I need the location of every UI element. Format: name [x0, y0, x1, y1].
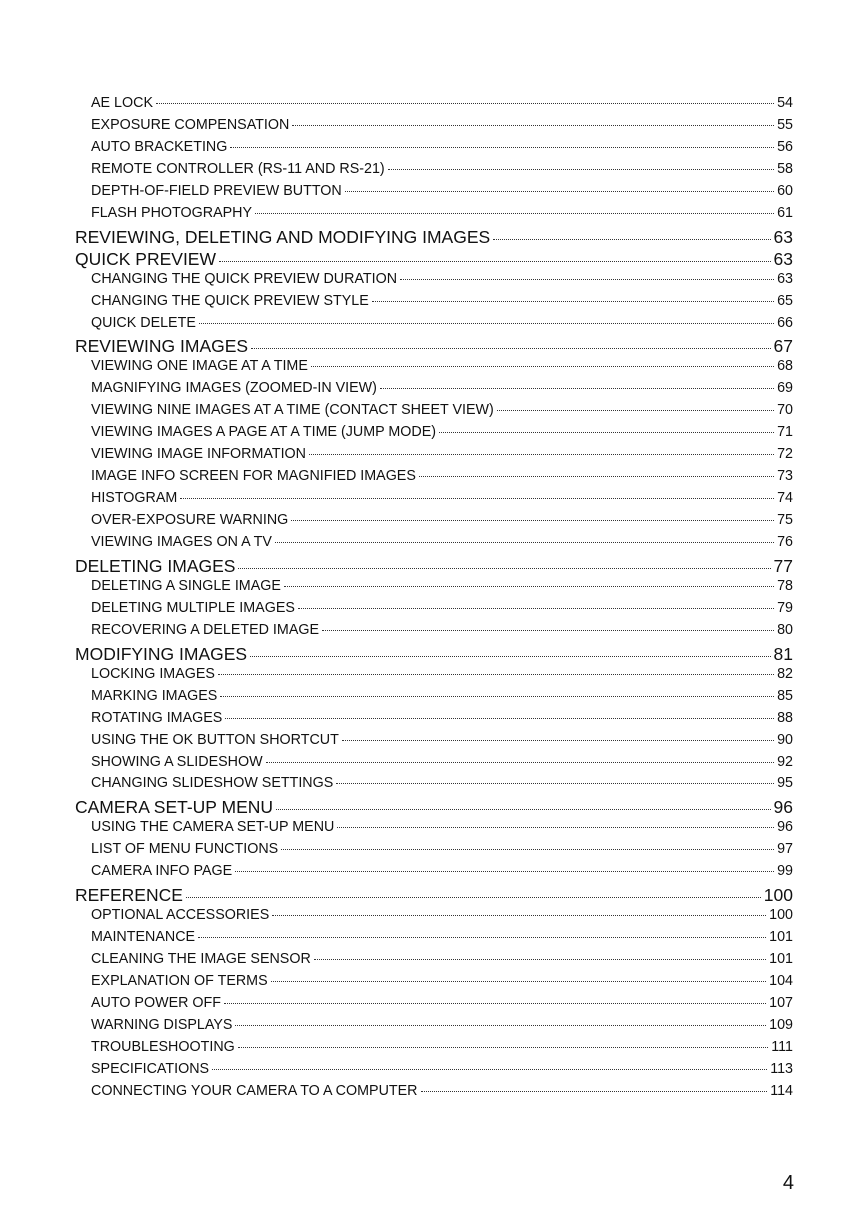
toc-entry	[91, 1017, 793, 1033]
dot-leader	[198, 937, 766, 938]
dot-leader	[238, 568, 770, 569]
toc-entry	[91, 710, 793, 726]
toc-title: CONNECTING YOUR CAMERA TO A COMPUTER	[91, 1082, 418, 1099]
toc-page-number: 79	[777, 599, 793, 616]
toc-page-number: 69	[777, 380, 793, 397]
toc-page-number: 63	[777, 270, 793, 287]
toc-page-number: 75	[777, 512, 793, 529]
toc-page-number: 66	[777, 314, 793, 331]
toc-entry	[91, 929, 793, 945]
toc-entry	[91, 534, 793, 550]
toc-page-number: 73	[777, 468, 793, 485]
toc-page-number: 100	[769, 907, 793, 924]
toc-title: RECOVERING A DELETED IMAGE	[91, 621, 320, 638]
toc-entry	[91, 754, 793, 770]
toc-page-number: 63	[773, 248, 793, 269]
page-number: 4	[782, 1172, 794, 1194]
toc-page-number: 101	[769, 951, 793, 968]
dot-leader	[251, 348, 770, 349]
toc-page-number: 60	[777, 182, 793, 199]
dot-leader	[225, 718, 774, 719]
dot-leader	[275, 542, 774, 543]
toc-page-number: 81	[773, 643, 793, 664]
dot-leader	[311, 366, 774, 367]
toc-page-number: 58	[777, 160, 793, 177]
toc-title: VIEWING NINE IMAGES AT A TIME (CONTACT SHEET VIEW)	[91, 402, 494, 419]
toc-title: QUICK PREVIEW	[75, 248, 216, 269]
toc-page-number: 74	[777, 490, 793, 507]
toc-section	[75, 644, 793, 665]
toc-entry	[91, 973, 793, 989]
toc-entry	[91, 732, 793, 748]
toc-page-number: 55	[777, 116, 793, 133]
toc-title: DELETING A SINGLE IMAGE	[91, 577, 281, 594]
dot-leader	[218, 674, 774, 675]
toc-page-number: 85	[777, 687, 793, 704]
toc-page-number: 95	[777, 775, 793, 792]
toc-title: MAINTENANCE	[91, 929, 196, 946]
toc-entry	[91, 600, 793, 616]
toc-title: IMAGE INFO SCREEN FOR MAGNIFIED IMAGES	[91, 468, 416, 485]
dot-leader	[292, 125, 774, 126]
toc-page-number: 96	[777, 819, 793, 836]
toc-page-number: 96	[773, 797, 793, 818]
dot-leader	[284, 586, 774, 587]
toc-entry	[91, 951, 793, 967]
toc-title: VIEWING IMAGES ON A TV	[91, 534, 272, 550]
toc-entry	[91, 490, 793, 506]
dot-leader	[372, 301, 774, 302]
toc-page-number: 109	[769, 1016, 793, 1033]
dot-leader	[255, 213, 774, 214]
toc-page-number: 100	[763, 885, 793, 906]
toc-entry	[91, 863, 793, 879]
toc-title: VIEWING IMAGE INFORMATION	[91, 446, 306, 463]
toc-entry	[91, 183, 793, 199]
toc-page-number: 107	[769, 994, 793, 1011]
toc-title: USING THE OK BUTTON SHORTCUT	[91, 731, 339, 748]
toc-page-number: 90	[777, 731, 793, 748]
toc-title: SHOWING A SLIDESHOW	[91, 753, 263, 770]
dot-leader	[439, 432, 774, 433]
dot-leader	[342, 740, 774, 741]
toc-title: ROTATING IMAGES	[91, 709, 223, 726]
toc-page-number: 88	[777, 709, 793, 726]
toc-entry	[91, 512, 793, 528]
toc-title: VIEWING ONE IMAGE AT A TIME	[91, 358, 308, 375]
toc-page-number: 78	[777, 577, 793, 594]
toc-title: DELETING IMAGES	[75, 555, 236, 576]
toc-entry	[91, 1061, 793, 1077]
toc-page-number: 76	[777, 534, 793, 550]
dot-leader	[156, 103, 774, 104]
dot-leader	[230, 147, 774, 148]
toc-entry	[91, 841, 793, 857]
toc-page-number: 72	[777, 446, 793, 463]
toc-page-number: 67	[773, 336, 793, 357]
toc-section	[75, 885, 793, 906]
toc-page-number: 71	[777, 424, 793, 441]
toc-page-number: 113	[770, 1060, 793, 1077]
dot-leader	[309, 454, 774, 455]
toc-page-number: 80	[777, 621, 793, 638]
toc-entry	[91, 688, 793, 704]
dot-leader	[224, 1003, 766, 1004]
toc-title: DEPTH-OF-FIELD PREVIEW BUTTON	[91, 182, 342, 199]
toc-title: REFERENCE	[75, 885, 183, 906]
toc-title: MODIFYING IMAGES	[75, 643, 248, 664]
toc-title: CHANGING SLIDESHOW SETTINGS	[91, 775, 334, 792]
dot-leader	[271, 981, 767, 982]
toc-entry	[91, 139, 793, 155]
toc-title: AUTO POWER OFF	[91, 994, 221, 1011]
toc-title: FLASH PHOTOGRAPHY	[91, 204, 253, 221]
toc-page-number: 70	[777, 402, 793, 419]
toc-entry	[91, 424, 793, 440]
toc-title: CHANGING THE QUICK PREVIEW STYLE	[91, 292, 369, 309]
dot-leader	[497, 410, 774, 411]
toc-entry	[91, 117, 793, 133]
toc-page-number: 63	[773, 226, 793, 247]
toc-title: REVIEWING, DELETING AND MODIFYING IMAGES	[75, 226, 491, 247]
toc-page-number: 68	[777, 358, 793, 375]
dot-leader	[235, 871, 774, 872]
toc-title: EXPOSURE COMPENSATION	[91, 116, 290, 133]
dot-leader	[180, 498, 774, 499]
dot-leader	[235, 1025, 766, 1026]
toc-title: CLEANING THE IMAGE SENSOR	[91, 951, 311, 968]
dot-leader	[322, 630, 774, 631]
toc-entry	[91, 205, 793, 221]
dot-leader	[276, 809, 770, 810]
toc-entry	[91, 995, 793, 1011]
dot-leader	[291, 520, 774, 521]
dot-leader	[337, 827, 774, 828]
toc-title: LIST OF MENU FUNCTIONS	[91, 841, 279, 858]
dot-leader	[186, 897, 761, 898]
dot-leader	[266, 762, 775, 763]
toc-page-number: 97	[777, 841, 793, 858]
dot-leader	[219, 261, 771, 262]
toc-title: EXPLANATION OF TERMS	[91, 973, 268, 989]
toc-entry	[91, 380, 793, 396]
dot-leader	[238, 1047, 768, 1048]
toc-section	[75, 227, 793, 248]
toc-entry	[91, 446, 793, 462]
toc-title: TROUBLESHOOTING	[91, 1038, 235, 1055]
toc-section	[75, 556, 793, 577]
dot-leader	[250, 656, 770, 657]
toc-title: OVER-EXPOSURE WARNING	[91, 512, 289, 529]
toc-page-number: 77	[773, 555, 793, 576]
dot-leader	[336, 783, 774, 784]
dot-leader	[419, 476, 774, 477]
toc-page-number: 111	[771, 1038, 793, 1055]
dot-leader	[345, 191, 774, 192]
toc-entry	[91, 402, 793, 418]
dot-leader	[421, 1091, 768, 1092]
dot-leader	[314, 959, 766, 960]
toc-title: MAGNIFYING IMAGES (ZOOMED-IN VIEW)	[91, 380, 377, 397]
toc-entry	[91, 293, 793, 309]
toc-page-number: 82	[777, 665, 793, 682]
toc-page-number: 92	[777, 753, 793, 770]
toc-title: USING THE CAMERA SET-UP MENU	[91, 819, 335, 836]
toc-entry	[91, 358, 793, 374]
dot-leader	[212, 1069, 767, 1070]
toc-entry	[91, 775, 793, 791]
toc-page-number: 101	[769, 929, 793, 946]
toc-title: WARNING DISPLAYS	[91, 1016, 233, 1033]
toc-page-number: 114	[770, 1082, 793, 1099]
toc-entry	[91, 907, 793, 923]
toc-title: LOCKING IMAGES	[91, 665, 215, 682]
toc-page-number: 65	[777, 292, 793, 309]
toc-section	[75, 797, 793, 818]
toc-title: SPECIFICATIONS	[91, 1060, 210, 1077]
toc-entry	[91, 1083, 793, 1099]
toc-section	[75, 249, 793, 270]
toc-entry	[91, 95, 793, 111]
toc-title: QUICK DELETE	[91, 314, 196, 331]
dot-leader	[220, 696, 774, 697]
toc-title: OPTIONAL ACCESSORIES	[91, 907, 270, 924]
toc-page-number: 54	[777, 95, 793, 111]
toc-entry	[91, 578, 793, 594]
toc-entry	[91, 468, 793, 484]
dot-leader	[298, 608, 774, 609]
toc-page-number: 99	[777, 863, 793, 880]
toc-title: CAMERA SET-UP MENU	[75, 797, 274, 818]
toc-title: AUTO BRACKETING	[91, 138, 228, 155]
dot-leader	[400, 279, 774, 280]
toc-title: MARKING IMAGES	[91, 687, 218, 704]
toc-entry	[91, 819, 793, 835]
dot-leader	[380, 388, 774, 389]
toc-entry	[91, 622, 793, 638]
toc-entry	[91, 666, 793, 682]
dot-leader	[281, 849, 774, 850]
toc-page-number: 56	[777, 138, 793, 155]
dot-leader	[388, 169, 774, 170]
toc-page-number: 61	[777, 204, 793, 221]
toc-title: REVIEWING IMAGES	[75, 336, 249, 357]
toc-entry	[91, 271, 793, 287]
toc-entry	[91, 315, 793, 331]
toc-entry	[91, 1039, 793, 1055]
toc-page-number: 104	[769, 973, 793, 989]
toc-title: HISTOGRAM	[91, 490, 178, 507]
toc-title: AE LOCK	[91, 95, 153, 111]
dot-leader	[199, 323, 774, 324]
toc-title: CAMERA INFO PAGE	[91, 863, 233, 880]
toc-entry	[91, 161, 793, 177]
toc-title: DELETING MULTIPLE IMAGES	[91, 599, 295, 616]
toc-title: REMOTE CONTROLLER (RS-11 AND RS-21)	[91, 160, 385, 177]
toc-title: CHANGING THE QUICK PREVIEW DURATION	[91, 270, 398, 287]
toc-section	[75, 336, 793, 357]
dot-leader	[272, 915, 766, 916]
dot-leader	[493, 239, 770, 240]
toc-title: VIEWING IMAGES A PAGE AT A TIME (JUMP MODE)	[91, 424, 437, 441]
